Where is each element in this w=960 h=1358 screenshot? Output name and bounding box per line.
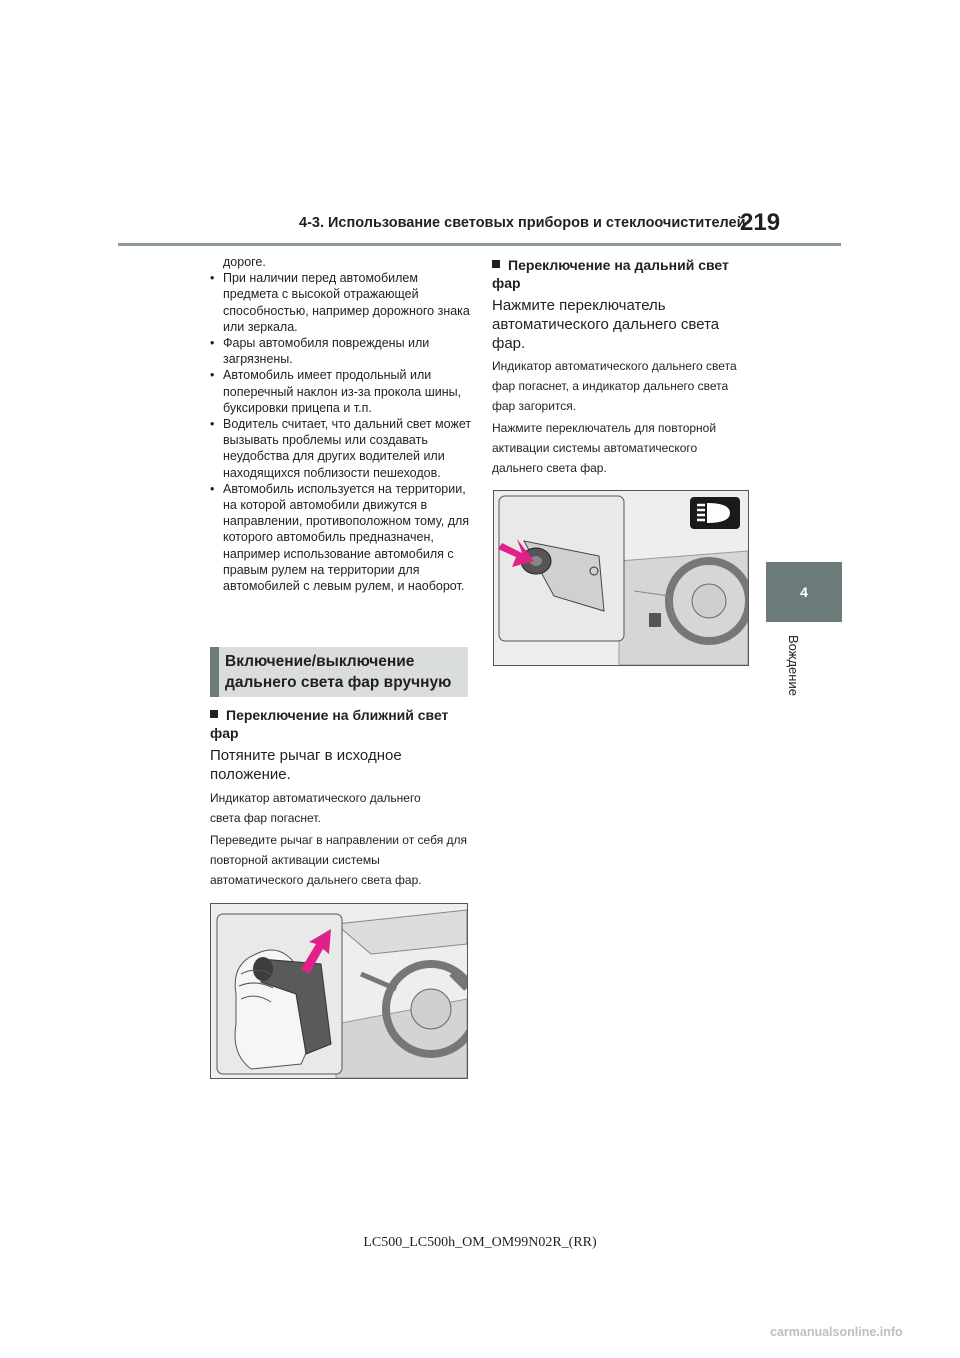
low-beam-heading-text: Переключение на ближний свет фар: [210, 707, 449, 741]
high-beam-step: Нажмите переключатель автоматического дальнего света фар.: [492, 297, 720, 352]
low-beam-note-2: Переведите рычаг в направлении от себя для повторной активации системы автоматического дальнего света фар.: [210, 833, 468, 887]
list-item: • При наличии перед автомобилем предмета с высокой отражающей способностью, например дорожного знака или зеркала.: [210, 270, 472, 335]
low-beam-step: Потяните рычаг в исходное положение.: [210, 747, 402, 783]
high-beam-heading: [492, 256, 742, 292]
chapter-tab: 4: [766, 562, 842, 622]
square-bullet-icon: [492, 260, 500, 268]
high-beam-note-2: Нажмите переключатель для повторной активации системы автоматического дальнего света фар.: [492, 421, 717, 475]
low-beam-heading: [210, 706, 468, 742]
condition-list: [210, 270, 472, 594]
list-item: • Автомобиль имеет продольный или поперечный наклон из-за прокола шины, буксировки прицепа и т.п.: [210, 367, 472, 416]
high-beam-note-1: Индикатор автоматического дальнего света фар погаснет, а индикатор дальнего света фар загорится.: [492, 359, 737, 413]
watermark: carmanualsonline.info: [770, 1325, 903, 1339]
document-code: LC500_LC500h_OM_OM99N02R_(RR): [363, 1235, 597, 1250]
list-item: • Автомобиль используется на территории, на которой автомобили движутся в направлении, противоположном тому, для которого автомобиль предназначен, например использование автомобиля с правым рулем на территории для автомобилей с левым рулем, и наоборот.: [210, 481, 472, 594]
section-heading: Включение/выключение дальнего света фар вручную: [225, 653, 452, 691]
continuation-text: дороге.: [223, 255, 266, 269]
chapter-label: [783, 635, 803, 705]
list-item: • Водитель считает, что дальний свет может вызывать проблемы или создавать неудобства для других водителей или находящихся поблизости пешеходов.: [210, 416, 472, 481]
continuation-block: [210, 254, 472, 594]
list-item: • Фары автомобиля повреждены или загрязнены.: [210, 335, 472, 367]
dashboard-switch-press-drawing: [494, 491, 748, 665]
section-title: 4-3. Использование световых приборов и стеклоочистителей: [299, 215, 746, 231]
square-bullet-icon: [210, 710, 218, 718]
dashboard-lever-pull-drawing: [211, 904, 467, 1078]
chapter-label-text: Вождение: [786, 635, 801, 696]
section-heading-bar: [210, 647, 219, 697]
high-beam-heading-text: Переключение на дальний свет фар: [492, 257, 729, 291]
header-divider: [118, 243, 841, 246]
page-number: 219: [740, 209, 781, 236]
high-beam-illustration: [493, 490, 749, 666]
low-beam-illustration: [210, 903, 468, 1079]
low-beam-note-1: Индикатор автоматического дальнего света фар погаснет.: [210, 791, 421, 825]
